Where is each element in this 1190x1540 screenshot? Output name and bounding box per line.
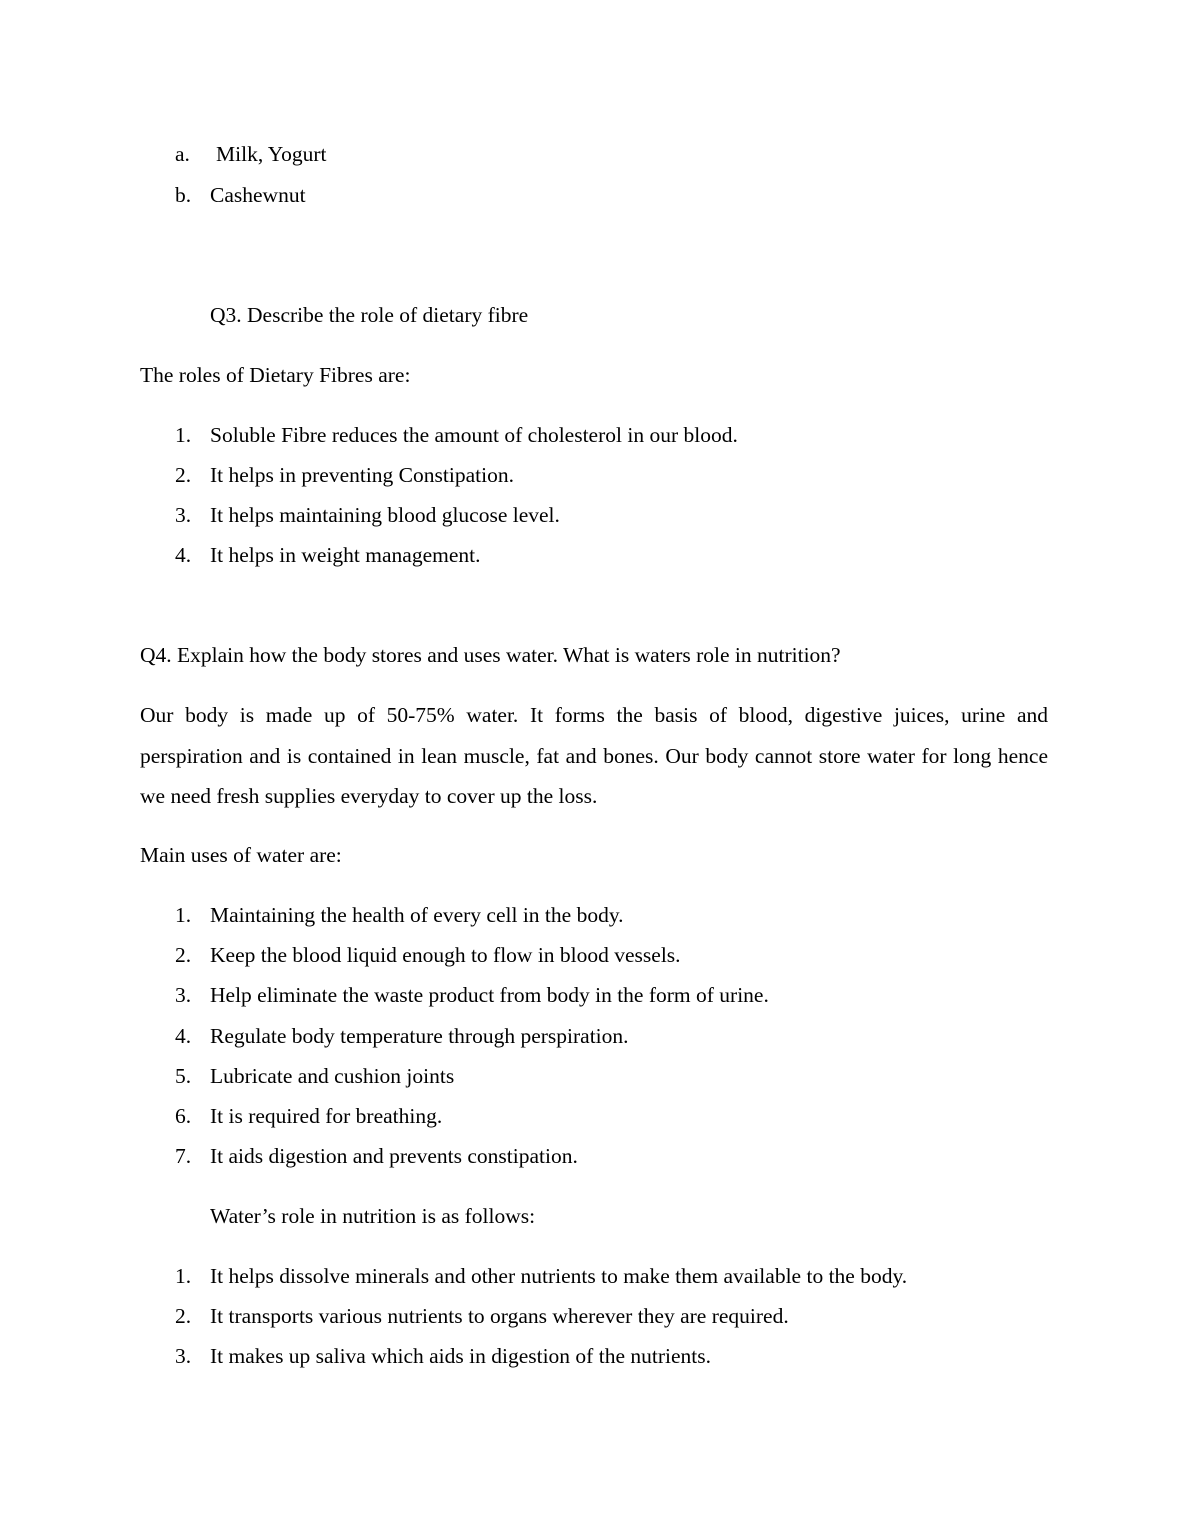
list-item: Cashewnut bbox=[210, 183, 306, 207]
list-item: It helps in preventing Constipation. bbox=[210, 463, 514, 487]
list-item: It helps in weight management. bbox=[210, 543, 481, 567]
body-paragraph: Our body is made up of 50-75% water. It forms the basis of blood, digestive juices, urine and perspiration and is contained in lean muscle, fat and bones. Our body cannot store water for long hence we need fresh supplies everyday to cover up the loss. bbox=[140, 703, 1048, 808]
list-marker: 6. bbox=[175, 1104, 192, 1128]
section-lead: Water’s role in nutrition is as follows: bbox=[210, 1204, 536, 1228]
list-item: It helps dissolve minerals and other nutrients to make them available to the body. bbox=[210, 1264, 908, 1288]
list-marker: 7. bbox=[175, 1144, 192, 1168]
list-item: It is required for breathing. bbox=[210, 1104, 443, 1128]
list-marker: 2. bbox=[175, 943, 192, 967]
list-item: Regulate body temperature through perspiration. bbox=[210, 1024, 629, 1048]
list-item: Milk, Yogurt bbox=[216, 142, 327, 166]
list-item: It helps maintaining blood glucose level. bbox=[210, 503, 560, 527]
list-item: It aids digestion and prevents constipation. bbox=[210, 1144, 578, 1168]
list-marker: 1. bbox=[175, 903, 192, 927]
list-marker: b. bbox=[175, 183, 192, 207]
list-marker: 4. bbox=[175, 1024, 192, 1048]
section-lead: Main uses of water are: bbox=[140, 843, 342, 867]
list-marker: 3. bbox=[175, 983, 192, 1007]
list-item: Soluble Fibre reduces the amount of cholesterol in our blood. bbox=[210, 423, 738, 447]
list-marker: 3. bbox=[175, 503, 192, 527]
list-marker: 2. bbox=[175, 1304, 192, 1328]
list-marker: 3. bbox=[175, 1344, 192, 1368]
list-marker: 5. bbox=[175, 1064, 192, 1088]
list-marker: 4. bbox=[175, 543, 192, 567]
question-heading: Q3. Describe the role of dietary fibre bbox=[210, 303, 529, 327]
list-item: Keep the blood liquid enough to flow in blood vessels. bbox=[210, 943, 681, 967]
list-item: Lubricate and cushion joints bbox=[210, 1064, 455, 1088]
list-marker: 2. bbox=[175, 463, 192, 487]
list-marker: 1. bbox=[175, 423, 192, 447]
section-lead: The roles of Dietary Fibres are: bbox=[140, 363, 411, 387]
list-item: Help eliminate the waste product from body in the form of urine. bbox=[210, 983, 769, 1007]
list-item: Maintaining the health of every cell in the body. bbox=[210, 903, 624, 927]
list-marker: a. bbox=[175, 142, 190, 166]
list-item: It makes up saliva which aids in digestion of the nutrients. bbox=[210, 1344, 711, 1368]
list-marker: 1. bbox=[175, 1264, 192, 1288]
question-heading: Q4. Explain how the body stores and uses water. What is waters role in nutrition? bbox=[140, 643, 841, 667]
list-item: It transports various nutrients to organs wherever they are required. bbox=[210, 1304, 789, 1328]
